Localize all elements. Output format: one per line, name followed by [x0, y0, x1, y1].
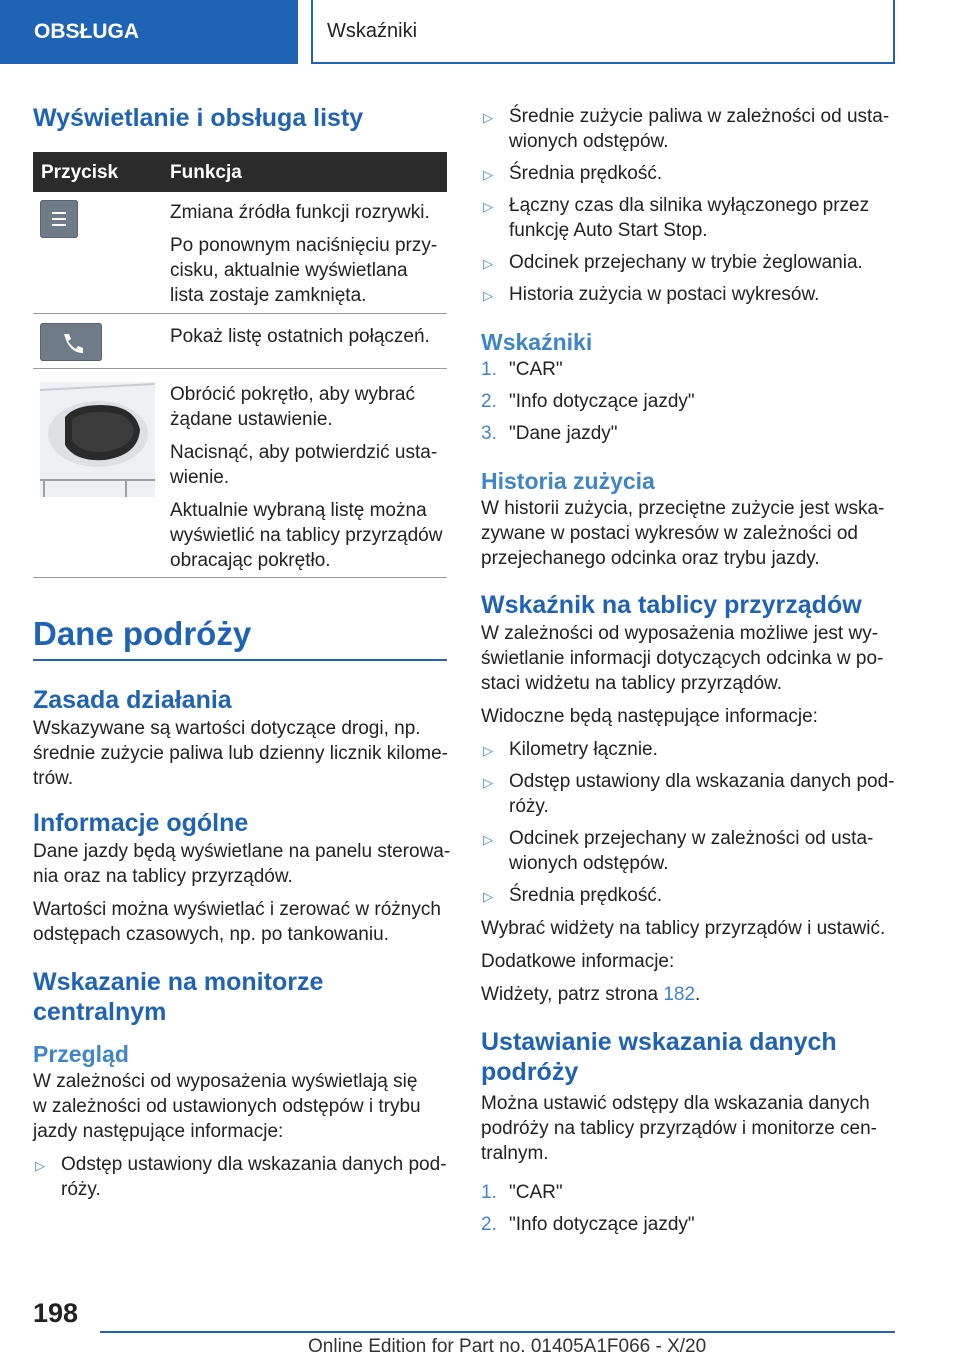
paragraph-przeglad: W zależności od wyposażenia wyświetlają się w zależności od ustawionych odstępów i trybu jazdy następujące informacje:: [33, 1071, 421, 1142]
triangle-bullet-icon: ▷: [35, 1158, 45, 1173]
list-item: [481, 883, 901, 908]
list-item: [481, 826, 901, 876]
paragraph-dodatkowe: Dodatkowe informacje:: [481, 951, 675, 972]
step-item: [481, 421, 901, 446]
heading-przeglad: Przegląd: [33, 1041, 129, 1067]
row-text: Aktualnie wybraną listę można wyświetlić na tablicy przyrządów obracając pokrętło.: [170, 500, 443, 571]
page-reference-link[interactable]: 182: [663, 984, 696, 1005]
paragraph-historia: W historii zużycia, przeciętne zużycie jest wska- zywane w postaci wykresów w zależności od przejechanego odcinka oraz trybu jazdy.: [481, 498, 885, 569]
table-header: [33, 152, 447, 192]
list-item-text: Kilometry łącznie.: [509, 739, 658, 760]
step-item: [481, 1212, 901, 1237]
list-item: [481, 104, 901, 154]
paragraph-tablica-1: W zależności od wyposażenia możliwe jest wy- świetlanie informacji dotyczących odcinka w po- staci widżetu na tablicy przyrządów.: [481, 623, 884, 694]
list-item-text: Średnia prędkość.: [509, 163, 663, 184]
step-item: [481, 357, 901, 382]
row-text: Nacisnąć, aby potwierdzić usta- wienie.: [170, 442, 438, 488]
heading-info: Informacje ogólne: [33, 809, 249, 837]
heading-wskazniki: Wskaźniki: [481, 329, 593, 355]
list-item-text: Łączny czas dla silnika wyłączonego przez funkcję Auto Start Stop.: [509, 195, 870, 241]
table-title: Wyświetlanie i obsługa listy: [33, 104, 364, 132]
list-icon: [40, 200, 78, 238]
step-number: 1.: [481, 1182, 497, 1203]
ref-dot: .: [695, 984, 701, 1005]
list-item-text: Odcinek przejechany w zależności od usta- wionych odstępów.: [509, 828, 874, 874]
triangle-bullet-icon: ▷: [483, 743, 493, 758]
step-number: 1.: [481, 359, 497, 380]
row-text: Po ponownym naciśnięciu przy- cisku, aktualnie wyświetlana lista zostaje zamknięta.: [170, 235, 438, 306]
page-number: 198: [33, 1298, 79, 1328]
ref-text: Widżety, patrz strona: [481, 984, 664, 1005]
footer-divider: [100, 1331, 895, 1333]
table-divider: [33, 577, 447, 578]
row-text: Zmiana źródła funkcji rozrywki.: [170, 202, 430, 223]
table-divider: [33, 313, 447, 314]
step-number: 2.: [481, 1214, 497, 1235]
list-item-text: Średnie zużycie paliwa w zależności od usta- wionych odstępów.: [509, 106, 890, 152]
row-text: Pokaż listę ostatnich połączeń.: [170, 326, 430, 347]
step-text: "Info dotyczące jazdy": [509, 1214, 695, 1235]
heading-underline: [33, 659, 447, 661]
heading-ustawianie: Ustawianie wskazania danych podróży: [481, 1028, 837, 1086]
triangle-bullet-icon: ▷: [483, 889, 493, 904]
paragraph-widgety: Wybrać widżety na tablicy przyrządów i ustawić.: [481, 918, 886, 939]
paragraph-ustawianie: Można ustawić odstępy dla wskazania danych podróży na tablicy przyrządów i monitorze cen- tralnym.: [481, 1093, 878, 1164]
list-item-text: Odcinek przejechany w trybie żeglowania.: [509, 252, 863, 273]
heading-wskazanie: Wskazanie na monitorze centralnym: [33, 968, 324, 1026]
list-item: [481, 769, 901, 819]
list-item: [481, 282, 901, 307]
step-text: "Dane jazdy": [509, 423, 618, 444]
list-item: [481, 161, 901, 186]
triangle-bullet-icon: ▷: [483, 167, 493, 182]
table-header-function: Funkcja: [170, 162, 242, 183]
triangle-bullet-icon: ▷: [483, 775, 493, 790]
triangle-bullet-icon: ▷: [483, 256, 493, 271]
list-item: [481, 737, 901, 762]
step-text: "CAR": [509, 359, 563, 380]
table-row-3-text: [170, 382, 445, 573]
heading-historia: Historia zużycia: [481, 468, 655, 494]
heading-zasada: Zasada działania: [33, 686, 232, 714]
step-text: "Info dotyczące jazdy": [509, 391, 695, 412]
triangle-bullet-icon: ▷: [483, 288, 493, 303]
paragraph-widzety-ref: [481, 982, 901, 1007]
paragraph-zasada: Wskazywane są wartości dotyczące drogi, np. średnie zużycie paliwa lub dzienny licznik kilome- trów.: [33, 718, 449, 789]
paragraph-tablica-2: Widoczne będą następujące informacje:: [481, 706, 818, 727]
heading-tablica: Wskaźnik na tablicy przyrządów: [481, 591, 862, 619]
controller-knob-icon: [40, 382, 155, 497]
step-number: 3.: [481, 423, 497, 444]
triangle-bullet-icon: ▷: [483, 199, 493, 214]
paragraph-info-1: Dane jazdy będą wyświetlane na panelu sterowa- nia oraz na tablicy przyrządów.: [33, 841, 451, 887]
step-item: [481, 1180, 901, 1205]
step-item: [481, 389, 901, 414]
paragraph-info-2: Wartości można wyświetlać i zerować w różnych odstępach czasowych, np. po tankowaniu.: [33, 899, 441, 945]
header-section-tab: OBSŁUGA: [0, 0, 298, 64]
table-row-2-text: [170, 324, 445, 349]
table-header-button: Przycisk: [41, 162, 119, 183]
triangle-bullet-icon: ▷: [483, 832, 493, 847]
list-item: [33, 1152, 453, 1202]
list-item-text: Historia zużycia w postaci wykresów.: [509, 284, 820, 305]
table-row-1-text: [170, 200, 445, 308]
list-item-text: Średnia prędkość.: [509, 885, 663, 906]
step-number: 2.: [481, 391, 497, 412]
row-text: Obrócić pokrętło, aby wybrać żądane ustawienie.: [170, 384, 415, 430]
list-item-text: Odstęp ustawiony dla wskazania danych pod- róży.: [61, 1154, 447, 1200]
list-item: [481, 193, 901, 243]
step-text: "CAR": [509, 1182, 563, 1203]
phone-icon: [40, 323, 102, 361]
list-item-text: Odstęp ustawiony dla wskazania danych pod- róży.: [509, 771, 895, 817]
triangle-bullet-icon: ▷: [483, 110, 493, 125]
table-divider: [33, 368, 447, 369]
main-heading: Dane podróży: [33, 615, 252, 652]
footer-edition: Online Edition for Part no. 01405A1F066 - X/20: [308, 1336, 707, 1357]
list-item: [481, 250, 901, 275]
header-chapter-title: Wskaźniki: [311, 0, 895, 64]
